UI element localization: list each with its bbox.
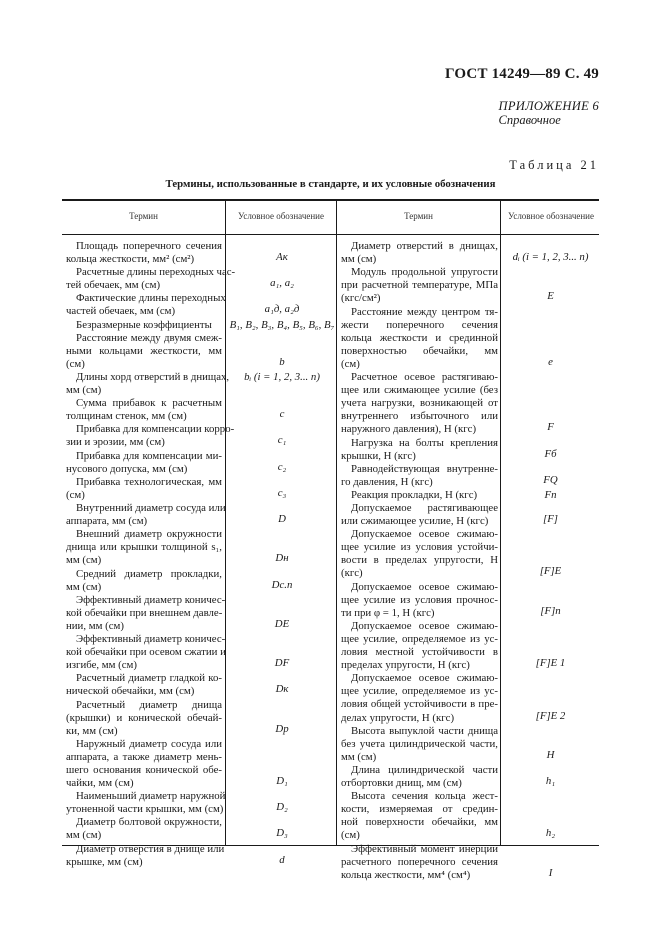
term-line: внутреннего избыточного или <box>341 410 498 423</box>
table-row <box>62 371 599 437</box>
term-line: ти при φ = 1, Н (кгс) <box>341 606 435 619</box>
symbol: [F]E <box>539 565 562 578</box>
term-line: толщинам стенок, мм (см) <box>66 410 187 423</box>
symbol: Dн <box>275 552 289 565</box>
term-line: Допускаемое осевое сжимаю- <box>351 580 498 593</box>
term-line: Расчетные длины переходных час- <box>76 266 236 279</box>
term-line: Прибавка для компенсации корро- <box>76 423 235 436</box>
header-symbol-right: Условное обозначение <box>508 210 594 221</box>
term-line: (см) <box>341 357 360 370</box>
appendix-title: ПРИЛОЖЕНИЕ 6 <box>498 99 599 113</box>
term-line: Наименьший диаметр наружной <box>76 790 226 803</box>
term-line: мм (см) <box>66 580 102 593</box>
table-row <box>62 617 599 672</box>
term-line: учета нагрузки, возникающей от <box>341 397 498 410</box>
term-line: кольца жесткости и срединной <box>341 331 498 344</box>
symbol: H <box>546 748 555 761</box>
table-row <box>62 266 599 305</box>
symbol: c₁ <box>277 434 287 447</box>
term-line: Расстояние между двумя смеж- <box>76 331 222 344</box>
term-line: ловия местной устойчивости в <box>341 646 498 659</box>
term-line: мм (см) <box>66 384 102 397</box>
term-text <box>341 371 498 436</box>
term-line: утоненной части крышки, мм (см) <box>66 803 224 816</box>
symbol: d <box>279 853 285 866</box>
symbol: D₁ <box>276 775 288 788</box>
term-text <box>341 306 498 371</box>
term-line: ной поверхности обечайки, мм <box>341 816 498 829</box>
term-line: (кгс/см²) <box>341 292 381 305</box>
symbol: [F]п <box>540 604 561 617</box>
term-line: изгибе, мм (см) <box>66 659 137 672</box>
symbol: [F]E 1 <box>535 657 566 670</box>
term-line: кольца жесткости, мм⁴ (см⁴) <box>341 868 471 881</box>
term-text <box>341 489 498 502</box>
table-row <box>62 722 599 764</box>
term-line: Высота сечения кольца жест- <box>351 790 498 803</box>
term-line: крышки, Н (кгс) <box>341 449 416 462</box>
symbol: b <box>279 355 285 368</box>
header-term-left: Термин <box>129 210 158 221</box>
term-line: щее или сжимающее усилие (без <box>341 384 498 397</box>
term-line: Диаметр отверстий в днищах, <box>351 240 498 252</box>
term-text <box>341 620 498 672</box>
table-row <box>62 528 599 580</box>
term-line: чайки, мм (см) <box>66 777 134 790</box>
symbol: D <box>278 513 286 526</box>
table-row <box>62 437 599 463</box>
term-line: зии и эрозии, мм (см) <box>66 436 165 449</box>
term-line: Модуль продольной упругости <box>351 266 498 279</box>
terms-table <box>62 199 599 881</box>
term-line: Эффективный диаметр коничес- <box>76 633 226 645</box>
symbol: Fб <box>544 447 557 460</box>
symbol: c₂ <box>277 460 287 473</box>
symbol: c₃ <box>277 486 287 499</box>
term-line: (см) <box>66 488 85 501</box>
term-line: Прибавка технологическая, мм <box>76 475 222 488</box>
term-text <box>341 764 498 790</box>
term-line: жести поперечного сечения <box>341 318 498 331</box>
term-line: Допускаемое растягивающее <box>351 502 498 514</box>
term-line: (кгс) <box>341 567 363 580</box>
term-line: Внутренний диаметр сосуда или <box>76 502 226 514</box>
symbol: DF <box>274 657 290 670</box>
symbol: Dр <box>275 722 289 735</box>
symbol: [F]E 2 <box>535 709 566 722</box>
symbol: B₁, B₂, B₃, B₄, B₅, B₆, B₇ <box>229 318 335 331</box>
term-text <box>341 725 498 764</box>
term-line: ки, мм (см) <box>66 724 118 737</box>
term-line: Безразмерные коэффициенты <box>76 318 212 331</box>
term-line: поверхностью обечайки, мм <box>341 344 498 357</box>
term-line: Длина цилиндрической части <box>351 764 498 776</box>
term-line: го давления, Н (кгс) <box>341 475 433 488</box>
term-line: Нагрузка на болты крепления <box>351 436 498 449</box>
term-line: Внешний диаметр окружности <box>76 528 222 541</box>
symbol: e <box>548 355 553 368</box>
term-line: при расчетной температуре, МПа <box>341 279 498 292</box>
term-text <box>341 266 498 305</box>
table-row <box>62 502 599 528</box>
term-line: Диаметр отверстия в днище или <box>76 842 225 855</box>
table-row <box>62 486 599 502</box>
symbol: a₁, a₂ <box>270 277 294 290</box>
term-line: или сжимающее усилие, Н (кгс) <box>341 515 489 528</box>
symbol: FQ <box>543 473 558 486</box>
term-line: аппарата, а также диаметр мень- <box>66 750 222 763</box>
symbol: a₁д, a₂д <box>264 303 300 316</box>
term-line: кой обечайки при внешнем давле- <box>66 606 223 619</box>
term-line: Реакция прокладки, Н (кгс) <box>351 488 478 501</box>
term-text <box>341 463 498 489</box>
term-line: нусового допуска, мм (см) <box>66 462 188 475</box>
symbol: bᵢ (i = 1, 2, 3... n) <box>244 371 320 383</box>
term-text <box>341 437 498 463</box>
term-text <box>341 581 498 620</box>
term-line: днища или крышки толщиной s₁, <box>66 541 222 554</box>
term-line: расчетного поперечного сечения <box>341 855 498 868</box>
term-line: Фактические длины переходных <box>76 292 226 305</box>
term-line: пределах упругости, Н (кгс) <box>341 659 470 672</box>
table-row <box>62 672 599 724</box>
symbol: Dк <box>275 683 289 696</box>
header-term-right: Термин <box>404 210 433 221</box>
term-line: вости в пределах упругости, Н <box>341 554 498 567</box>
term-line: Сумма прибавок к расчетным <box>76 397 222 410</box>
table-row <box>62 578 599 620</box>
term-line: Длины хорд отверстий в днищах, <box>76 371 230 383</box>
term-line: щее усилие из условия устойчи- <box>341 541 498 554</box>
table-row <box>62 764 599 790</box>
term-line: делах упругости, Н (кгс) <box>341 711 455 724</box>
term-line: мм (см) <box>341 253 377 266</box>
term-line: Расстояние между центром тя- <box>351 305 498 318</box>
term-text <box>341 790 498 842</box>
table-row <box>62 240 599 266</box>
term-line: аппарата, мм (см) <box>66 515 148 528</box>
symbol: dᵢ (i = 1, 2, 3... n) <box>512 251 589 264</box>
term-line: шего основания конической обе- <box>66 763 222 776</box>
term-line: мм (см) <box>66 554 102 567</box>
term-line: кой обечайки при осевом сжатии и <box>66 646 226 659</box>
term-line: Эффективный диаметр коничес- <box>76 593 226 606</box>
symbol: D₂ <box>276 801 288 814</box>
symbol: DE <box>274 617 290 630</box>
table-row <box>62 460 599 489</box>
symbol: E <box>547 290 554 303</box>
term-text <box>341 672 498 724</box>
term-line: Площадь поперечного сечения <box>76 240 222 252</box>
symbol: h₂ <box>545 827 556 840</box>
term-line: Эффективный момент инерции <box>351 842 498 855</box>
symbol: c <box>279 408 285 421</box>
term-line: щее усилие из условия прочнос- <box>341 593 498 606</box>
term-line: частей обечаек, мм (см) <box>66 305 176 318</box>
term-line: Высота выпуклой части днища <box>351 724 498 737</box>
term-line: Диаметр болтовой окружности, <box>76 816 222 829</box>
table-row <box>62 306 599 372</box>
term-line: кольца жесткости, мм² (см²) <box>66 253 195 266</box>
term-line: (см) <box>66 357 85 370</box>
term-line: Расчетный диаметр днища <box>76 698 222 711</box>
table-row <box>62 790 599 842</box>
term-line: щее усилие, определяемое из ус- <box>341 632 498 645</box>
term-line: тей обечаек, мм (см) <box>66 279 161 292</box>
term-line: крышке, мм (см) <box>66 855 143 868</box>
term-line: Средний диаметр прокладки, <box>76 567 222 580</box>
term-line: щее усилие, определяемое из ус- <box>341 685 498 698</box>
table-number: Таблица 21 <box>509 158 599 172</box>
term-line: ловия общей устойчивости в пре- <box>341 698 498 711</box>
term-line: нической обечайки, мм (см) <box>66 685 195 698</box>
symbol: h₁ <box>545 775 556 788</box>
term-text <box>341 240 498 266</box>
term-line: Расчетный диаметр гладкой ко- <box>76 672 222 685</box>
header-symbol-left: Условное обозначение <box>238 210 324 221</box>
term-text <box>341 843 498 882</box>
document-code: ГОСТ 14249—89 С. 49 <box>445 66 599 82</box>
symbol: I <box>548 866 553 879</box>
symbol: Fп <box>544 488 557 501</box>
term-line: нии, мм (см) <box>66 619 124 632</box>
appendix-reference: Справочное <box>498 113 561 127</box>
term-line: Допускаемое осевое сжимаю- <box>351 528 498 541</box>
term-line: отбортовки днищ, мм (см) <box>341 777 462 790</box>
symbol: [F] <box>543 513 558 526</box>
symbol: Aк <box>276 251 288 264</box>
term-line: ными кольцами жесткости, мм <box>66 344 222 357</box>
table-row <box>62 843 599 882</box>
header-rule <box>62 234 599 235</box>
symbol: Dс.п <box>271 578 293 591</box>
symbol: D₃ <box>276 827 288 840</box>
term-line: Прибавка для компенсации ми- <box>76 449 222 462</box>
term-line: кости, измеряемая от средин- <box>341 803 498 816</box>
term-line: мм (см) <box>66 829 102 842</box>
appendix-block <box>499 99 599 127</box>
symbol: F <box>547 421 554 434</box>
term-line: (см) <box>341 829 360 842</box>
table-title: Термины, использованные в стандарте, и их условные обозначения <box>165 178 496 190</box>
term-line: Расчетное осевое растягиваю- <box>351 371 498 383</box>
term-line: мм (см) <box>341 750 377 763</box>
term-line: Равнодействующая внутренне- <box>351 462 498 475</box>
term-line: (крышки) и конической обечай- <box>66 711 222 724</box>
term-text <box>341 502 498 528</box>
term-line: Допускаемое осевое сжимаю- <box>351 672 498 685</box>
term-line: Наружный диаметр сосуда или <box>76 737 222 750</box>
term-text <box>341 528 498 580</box>
term-line: Допускаемое осевое сжимаю- <box>351 619 498 632</box>
term-line: наружного давления), Н (кгс) <box>341 423 477 436</box>
term-line: без учета цилиндрической части, <box>341 737 498 750</box>
